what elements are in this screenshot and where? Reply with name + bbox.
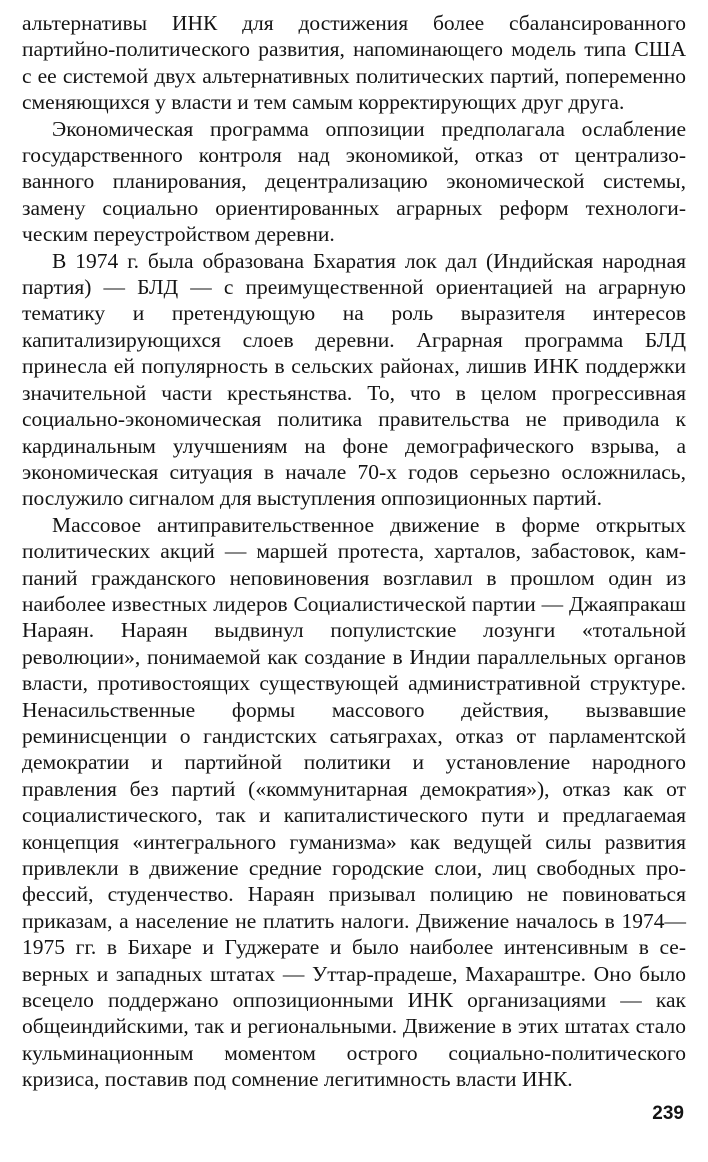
page-body bbox=[22, 10, 686, 1093]
paragraph-mass-movement: Массовое антиправительственное движение в форме открытых политических акций — маршей протеста, харталов, забастовок, кампаний гражданского неповиновения возглавил в прошлом один из наиболее известных лидеров Социалистической партии — Джаяпракаш Нараян. Нараян выдвинул популистские лозунги «тотальной революции», понимаемой как создание в Индии параллельных органов власти, противостоящих существующей административной структуре. Ненасильственные формы массового действия, вызвавшие реминисценции о гандистских сатьяграхах, отказ от парламентской демократии и партийной политики и установление народного правления без партий («коммунитарная демократия»), отказ как от социалистического, так и капиталистического пути и предлагаемая концепция «интегрального гуманизма» как ведущей силы развития привлекли в движение средние городские слои, лиц свободных профессий, студенчество. Нараян призывал полицию не повиноваться приказам, а население не платить налоги. Движение началось в 1974—1975 гг. в Бихаре и Гуджерате и было наиболее интенсивным в северных и западных штатах — Уттар-прадеше, Махараштре. Оно было всецело поддержано оппозиционными ИНК организациями — как общеиндийскими, так и региональными. Движение в этих штатах стало кульминационным моментом острого социально-политического кризиса, поставив под сомнение легитимность власти ИНК. bbox=[22, 512, 686, 1092]
paragraph-bld-party: В 1974 г. была образована Бхаратия лок дал (Индийская народная партия) — БЛД — с преимущественной ориентацией на аграрную тематику и претендующую на роль выразителя интересов капитализирующихся слоев деревни. Аграрная программа БЛД принесла ей популярность в сельских районах, лишив ИНК поддержки значительной части крестьянства. То, что в целом прогрессивная социально-экономическая политика правительства не приводила к кардинальным улучшениям на фоне демографического взрыва, а экономическая ситуация в начале 70-х годов серьезно осложнилась, послужило сигналом для выступления оппозиционных партий. bbox=[22, 248, 686, 511]
page-number: 239 bbox=[652, 1103, 684, 1124]
paragraph-continuation: альтернативы ИНК для достижения более сбалансированного партийно-политического развития, напоминающего модель типа США с ее системой двух альтернативных политических партий, попеременно сменяющихся у власти и тем самым корректирующих друг друга. bbox=[22, 11, 686, 115]
paragraph-economic-program: Экономическая программа оппозиции предполагала ослабление государственного контроля над экономикой, отказ от централизованного планирования, децентрализацию экономической системы, замену социально ориентированных аграрных реформ технологическим переустройством деревни. bbox=[22, 116, 686, 247]
